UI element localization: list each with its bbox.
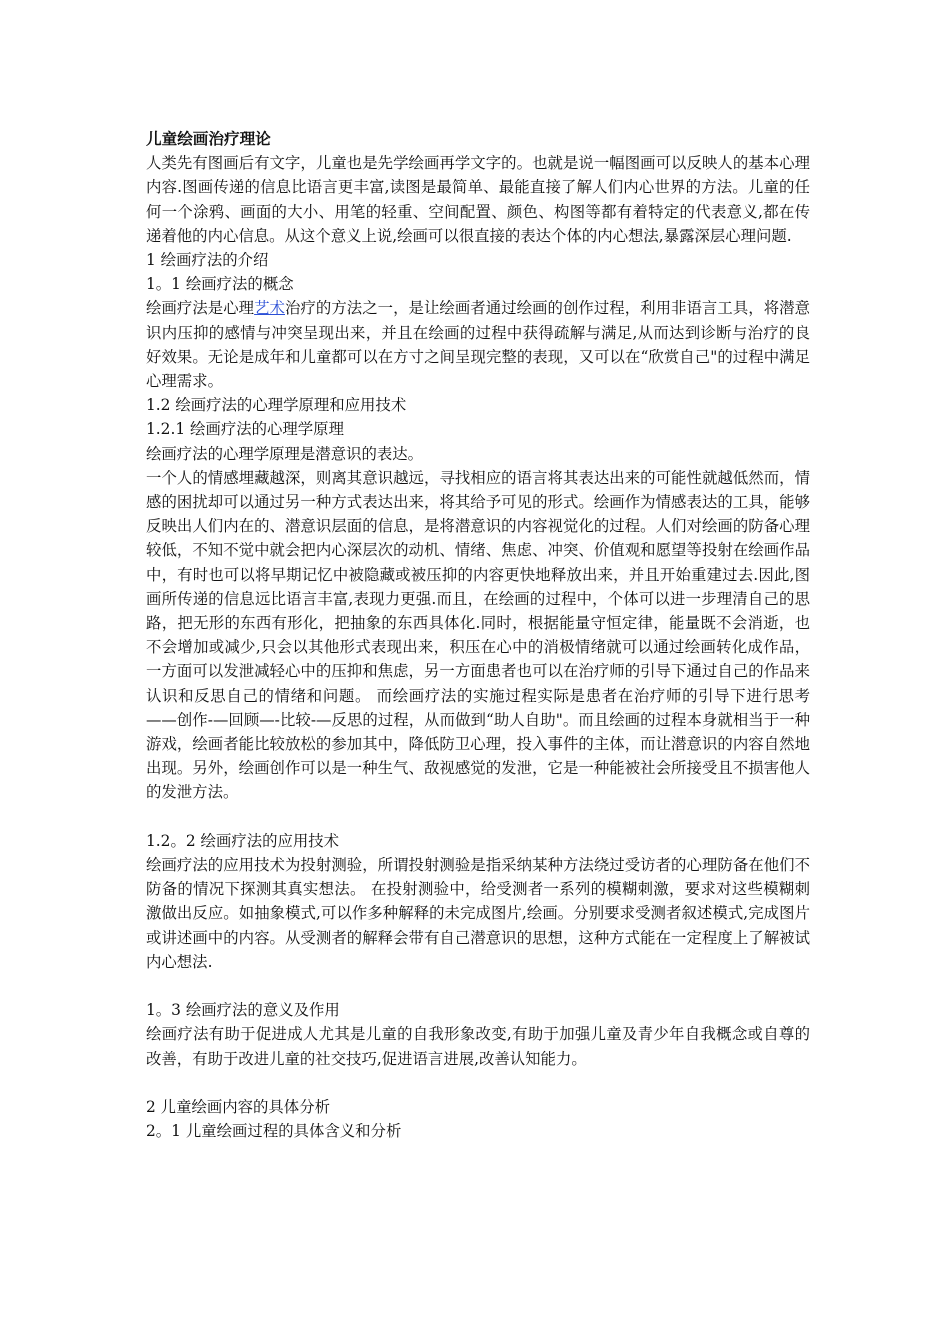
section-1-2-2-paragraph: 绘画疗法的应用技术为投射测验，所谓投射测验是指采纳某种方法绕过受访者的心理防备在他们不防备的情况下探测其真实想法。 在投射测验中，给受测者一系列的模糊刺激，要求对这些模糊刺激做出反应。如抽象模式,可以作多种解释的未完成图片,绘画。分别要求受测者叙述模式,完成图片或讲述画中的内容。从受测者的解释会带有自己潜意识的思想，这种方式能在一定程度上了解被试内心想法. [146, 856, 810, 971]
section-1-1-heading: 1。1 绘画疗法的概念 [146, 275, 294, 294]
document-page [146, 127, 810, 1143]
section-1-1-paragraph [146, 296, 810, 393]
document-title: 儿童绘画治疗理论 [146, 130, 271, 148]
paragraph-gap [146, 974, 810, 998]
intro-paragraph: 人类先有图画后有文字，儿童也是先学绘画再学文字的。也就是说一幅图画可以反映人的基本心理内容.图画传递的信息比语言更丰富,读图是最简单、最能直接了解人们内心世界的方法。儿童的任何一个涂鸦、画面的大小、用笔的轻重、空间配置、颜色、构图等都有着特定的代表意义,都在传递着他的内心信息。从这个意义上说,绘画可以很直接的表达个体的内心想法,暴露深层心理问题. [146, 154, 810, 245]
section-1-2-1-paragraph-2: 一个人的情感埋藏越深，则离其意识越远，寻找相应的语言将其表达出来的可能性就越低然而，情感的困扰却可以通过另一种方式表达出来，将其给予可见的形式。绘画作为情感表达的工具，能够反映出人们内在的、潜意识层面的信息，是将潜意识的内容视觉化的过程。人们对绘画的防备心理较低，不知不觉中就会把内心深层次的动机、情绪、焦虑、冲突、价值观和愿望等投射在绘画作品中，有时也可以将早期记忆中被隐藏或被压抑的内容更快地释放出来，并且开始重建过去.因此,图画所传递的信息远比语言丰富,表现力更强.而且，在绘画的过程中，个体可以进一步理清自己的思路，把无形的东西有形化，把抽象的东西具体化.同时，根据能量守恒定律，能量既不会消逝，也不会增加或减少,只会以其他形式表现出来，积压在心中的消极情绪就可以通过绘画转化成作品，一方面可以发泄减轻心中的压抑和焦虑，另一方面患者也可以在治疗师的引导下通过自己的作品来认识和反思自己的情绪和问题。 而绘画疗法的实施过程实际是患者在治疗师的引导下进行思考——创作-—回顾—-比较-—反思的过程，从而做到“助人自助"。而且绘画的过程本身就相当于一种游戏，绘画者能比较放松的参加其中，降低防卫心理，投入事件的主体，而让潜意识的内容自然地出现。另外，绘画创作可以是一种生气、敌视感觉的发泄，它是一种能被社会所接受且不损害他人的发泄方法。 [146, 468, 810, 802]
section-1-heading: 1 绘画疗法的介绍 [146, 251, 269, 270]
paragraph-gap [146, 805, 810, 829]
section-2-heading: 2 儿童绘画内容的具体分析 [146, 1098, 330, 1117]
section-1-3-paragraph: 绘画疗法有助于促进成人尤其是儿童的自我形象改变,有助于加强儿童及青少年自我概念或自尊的改善，有助于改进儿童的社交技巧,促进语言进展,改善认知能力。 [146, 1025, 810, 1068]
section-2-1-heading: 2。1 儿童绘画过程的具体含义和分析 [146, 1122, 402, 1141]
section-1-1-text-end: 治疗的方法之一，是让绘画者通过绘画的创作过程，利用非语言工具，将潜意识内压抑的感情与冲突呈现出来，并且在绘画的过程中获得疏解与满足,从而达到诊断与治疗的良好效果。无论是成年和儿童都可以在方寸之间呈现完整的表现，又可以在“欣赏自己"的过程中满足心理需求。 [146, 299, 810, 391]
paragraph-gap [146, 1071, 810, 1095]
section-1-2-1-heading: 1.2.1 绘画疗法的心理学原理 [146, 420, 344, 439]
section-1-2-2-heading: 1.2。2 绘画疗法的应用技术 [146, 831, 340, 850]
section-1-2-heading: 1.2 绘画疗法的心理学原理和应用技术 [146, 396, 407, 415]
section-1-2-1-paragraph-1: 绘画疗法的心理学原理是潜意识的表达。 [146, 444, 424, 463]
art-link[interactable]: 艺术 [254, 299, 285, 318]
section-1-3-heading: 1。3 绘画疗法的意义及作用 [146, 1001, 340, 1020]
section-1-1-text-start: 绘画疗法是心理 [146, 299, 255, 318]
